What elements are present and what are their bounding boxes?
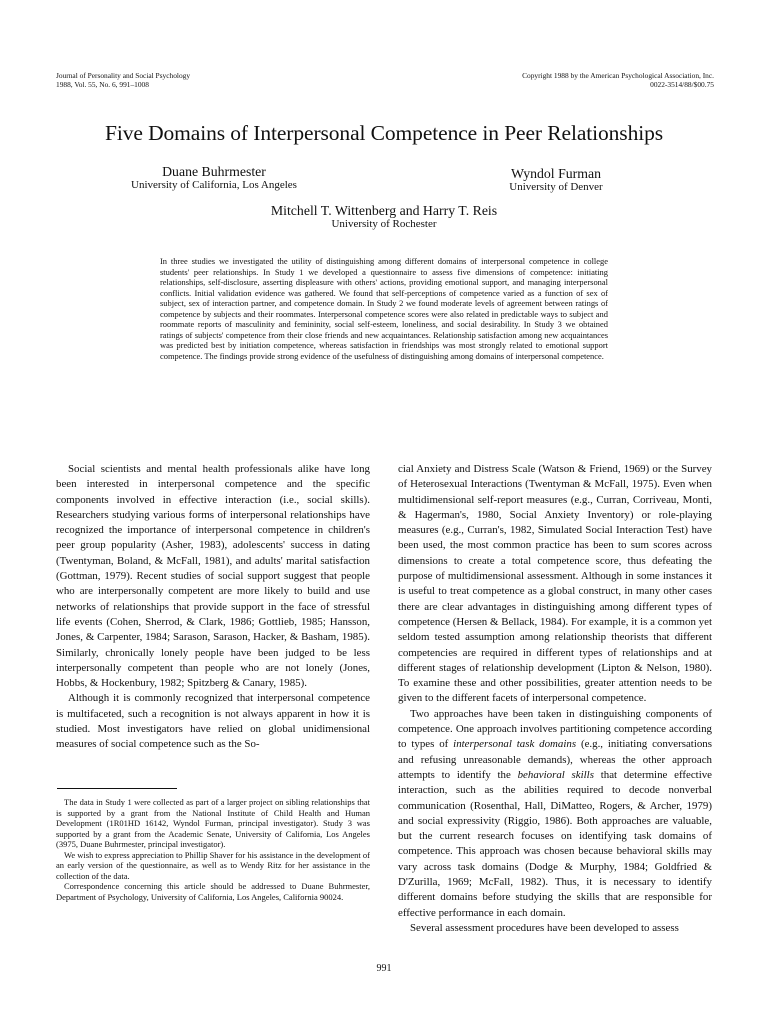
body-paragraph bbox=[398, 707, 712, 921]
author-affiliation: University of California, Los Angeles bbox=[131, 179, 297, 191]
body-column-right bbox=[398, 462, 712, 936]
body-paragraph: cial Anxiety and Distress Scale (Watson & Friend, 1969) or the Survey of Heterosexual Interactions (Twentyman & McFall, 1975). Even when multidimensional self-report measures (e.g., Curran, Corriveau, Monti, & Hagerman's, 1980, Social Anxiety Inventory) or role-playing measures (e.g., Curran's, 1982, Simulated Social Interaction Test) have been used, the most common practice has been to sum scores across dimensions to create a total competence score, thus defeating the purpose of multidimensional assessment. Although in some instances it is useful to treat competence as a global construct, in many other cases there are clear advantages in distinguishing among different types of competence (Hersen & Bellack, 1984). For example, it is a common yet seldom tested assumption among relationship theorists that different competencies are required in different types of relationships and at different stages of relationship development (Lipton & Nelson, 1980). To examine these and other possibilities, greater attention needs to be given to the different facets of interpersonal competence. bbox=[398, 463, 712, 705]
author-affiliation: University of Rochester bbox=[331, 218, 437, 230]
article-title: Five Domains of Interpersonal Competence in Peer Relationships bbox=[104, 121, 664, 145]
footnote: The data in Study 1 were collected as part of a larger project on sibling relationships that is supported by a grant from the National Institute of Child Health and Human Development (1R01HD 16142, Wyndol Furman, principal investigator). Study 3 was supported by a grant from the Academic Senate, University of California, Los Angeles (3975, Duane Buhrmester, principal investigator). bbox=[56, 797, 370, 849]
emphasis-text: behavioral skills bbox=[517, 768, 594, 781]
body-paragraph: Although it is commonly recognized that interpersonal competence is multifaceted, such a recognition is not always apparent in how it is studied. Most investigators have relied on global unidimensional measures of social competence such as the So- bbox=[56, 692, 370, 751]
footnotes bbox=[56, 797, 370, 902]
body-column-left bbox=[56, 462, 370, 753]
author-block-1 bbox=[118, 164, 310, 192]
author-name: Mitchell T. Wittenberg and Harry T. Reis bbox=[270, 203, 498, 218]
body-paragraph: Social scientists and mental health professionals alike have long been interested in interpersonal competence and the specific components involved in effective interaction (i.e., social skills). Researchers studying various forms of interpersonal relationships have recognized the importance of interpersonal competence in children's peer group popularity (Asher, 1983), adolescents' success in dating (Twentyman, Boland, & McFall, 1981), and adults' marital satisfaction (Gottman, 1979). Recent studies of social support suggest that people who are interpersonally competent are more likely to build and use networks of relationships that provide support in the face of stressful life events (Cohen, Sherrod, & Clark, 1986; Gottlieb, 1985; Hansson, Jones, & Carpenter, 1984; Sarason, Sarason, Hacker, & Basham, 1985). Similarly, chronically lonely people have been judged to be less interpersonally competent than people who are not lonely (Jones, Hobbs, & Hockenbury, 1982; Spitzberg & Canary, 1985). bbox=[56, 463, 370, 690]
author-name: Duane Buhrmester bbox=[162, 164, 266, 179]
journal-volume: 1988, Vol. 55, No. 6, 991–1008 bbox=[56, 79, 149, 89]
emphasis-text: interpersonal task domains bbox=[453, 738, 577, 751]
abstract: In three studies we investigated the utility of distinguishing among different domains of interpersonal competence in college students' peer relationships. In Study 1 we developed a questionnaire to assess five dimensions of competence: initiating relationships, self-disclosure, asserting displeasure with others' actions, providing emotional support, and managing interpersonal conflicts. Initial validation evidence was gathered. We found that self-perceptions of competence varied as a function of sex of subject, sex of interaction partner, and competence domain. In Study 2 we found moderate levels of agreement between ratings of competence by subjects and their roommates. Interpersonal competence scores were also related in predictable ways to subject and roommate reports of masculinity and femininity, social self-esteem, loneliness, and social desirability. In Study 3 we obtained ratings of subjects' competence from their close friends and new acquaintances. Relationship satisfaction among new acquaintances was predicted best by initiation competence, whereas satisfaction in friendships was most strongly related to emotional support competence. The findings provide strong evidence of the usefulness of distinguishing among domains of interpersonal competence. bbox=[160, 256, 608, 361]
text-run: Two approaches have been taken in distinguishing components of competence. One approach involves partitioning competence according to types of bbox=[398, 707, 712, 751]
footnote: Correspondence concerning this article should be addressed to Duane Buhrmester, Department of Psychology, University of California, Los Angeles, California 90024. bbox=[56, 881, 370, 902]
footnote-divider bbox=[57, 788, 177, 789]
page-number: 991 bbox=[376, 963, 392, 974]
journal-citation bbox=[56, 72, 190, 89]
issn-code: 0022-3514/88/$00.75 bbox=[650, 79, 714, 89]
author-affiliation: University of Denver bbox=[509, 181, 603, 193]
journal-name: Journal of Personality and Social Psychology bbox=[56, 71, 191, 80]
footnote: We wish to express appreciation to Phillip Shaver for his assistance in the development of an early version of the questionnaire, as well as to Wendy Ritz for her assistance in the collection of the data. bbox=[56, 849, 370, 881]
text-run: that determine effective interaction, such as the abilities required to decode nonverbal communication (Rosenthal, Hall, DiMatteo, Rogers, & Archer, 1979) and social expressivity (Riggio, 1986). Both approaches are valuable, but the current research focuses on identifying task domains of competence. This approach was chosen because behavioral skills may vary across task domains (Dodge & Murphy, 1984; Goldfried & D'Zurilla, 1969; McFall, 1982). Thus, it is necessary to identify different domains before studying the skills that are responsible for effective performance in each domain. bbox=[398, 768, 712, 919]
copyright-notice bbox=[522, 72, 714, 89]
text-run: (e.g., initiating conversations and refusing unreasonable demands), whereas the other approach attempts to identify the bbox=[398, 738, 712, 781]
author-block-3 bbox=[204, 203, 564, 231]
body-paragraph: Several assessment procedures have been developed to assess bbox=[410, 921, 679, 934]
author-block-2 bbox=[497, 166, 615, 194]
author-name: Wyndol Furman bbox=[511, 166, 601, 181]
copyright-text: Copyright 1988 by the American Psychological Association, Inc. bbox=[522, 71, 714, 80]
